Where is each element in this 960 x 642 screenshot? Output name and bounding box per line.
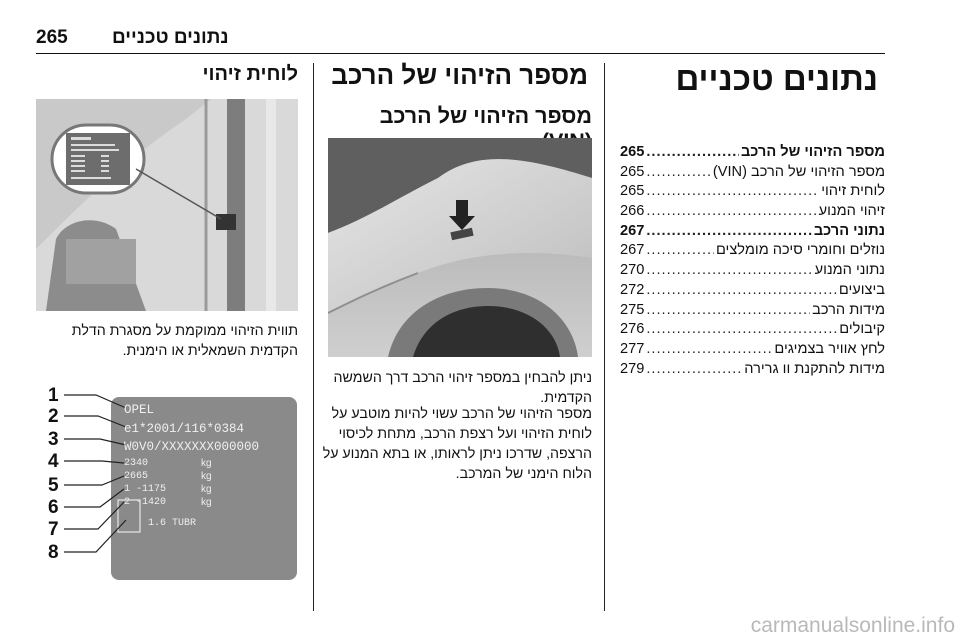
toc-item-page: 272 (620, 281, 645, 298)
toc-item[interactable] (620, 320, 885, 340)
plate-line: 1.6 TUBR (148, 518, 197, 529)
toc-item[interactable] (620, 143, 885, 163)
toc-item-page: 267 (620, 242, 645, 259)
toc-leader-dots (646, 182, 819, 202)
toc-item[interactable] (620, 340, 885, 360)
table-of-contents (620, 143, 885, 379)
plate-unit: kg (201, 458, 212, 469)
vin-body: מספר הזיהוי של הרכב עשוי להיות מוטבע על לוחית הזיהוי ועל רצפת הרכב, מתחת לכיסוי הרצפה, שדרכו ניתן לראותו, או בתא המנוע על הלוח הימני של המרכב. (322, 406, 592, 482)
toc-item-label: לחץ אוויר בצמיגים (774, 340, 885, 357)
callout-number: 7 (48, 519, 59, 540)
plate-unit: kg (201, 471, 212, 482)
toc-item-label: מידות הרכב (812, 301, 885, 318)
toc-item-label: נתוני המנוע (814, 262, 885, 279)
callout-number: 5 (48, 475, 59, 496)
toc-item[interactable] (620, 202, 885, 222)
door-frame-photo (36, 99, 298, 311)
plate-line: W0V0/XXXXXXX000000 (124, 440, 260, 454)
toc-leader-dots (646, 360, 742, 380)
plate-line: 1 -1175 (124, 484, 167, 495)
callout-number: 1 (48, 385, 59, 406)
toc-item-label: לוחית זיהוי (821, 183, 885, 200)
toc-item-label: מידות להתקנת וו גרירה (744, 360, 885, 377)
callout-number: 8 (48, 542, 59, 563)
plate-unit: kg (201, 497, 212, 508)
plate-line: 2 -1420 (124, 497, 167, 508)
vin-windshield-photo (328, 138, 592, 357)
toc-leader-dots (646, 261, 812, 281)
toc-item[interactable] (620, 222, 885, 242)
header-rule (36, 53, 885, 54)
vin-caption: ניתן להבחין במספר זיהוי הרכב דרך השמשה הקדמית. (333, 370, 592, 406)
vin-subheading: מספר הזיהוי של הרכב (379, 104, 592, 128)
callout-number: 4 (48, 451, 59, 472)
toc-item-page: 275 (620, 301, 645, 318)
plate-line: e1*2001/116*0384 (124, 422, 245, 436)
watermark: carmanualsonline.info (750, 614, 955, 637)
toc-item-label: נוזלים וחומרי סיכה מומלצים (715, 242, 885, 259)
toc-leader-dots (646, 301, 810, 321)
toc-leader-dots (646, 163, 711, 183)
toc-item-label: ביצועים (838, 281, 885, 298)
page-number: 265 (36, 27, 68, 48)
toc-item-page: 277 (620, 340, 645, 357)
toc-item-label: זיהוי המנוע (818, 203, 885, 220)
toc-title: נתונים טכניים (675, 60, 878, 97)
callout-number: 3 (48, 429, 59, 450)
toc-item[interactable] (620, 163, 885, 183)
plate-line: 2340 (124, 458, 149, 469)
callout-number: 6 (48, 497, 59, 518)
column-divider-right (604, 63, 605, 611)
toc-item-label: קיבולים (839, 321, 885, 338)
toc-item[interactable] (620, 281, 885, 301)
toc-item-page: 267 (620, 222, 645, 239)
toc-leader-dots (646, 143, 739, 163)
toc-leader-dots (646, 241, 714, 261)
toc-item-label: נתוני הרכב (813, 222, 885, 239)
toc-item-label: מספר הזיהוי של הרכב (VIN) (712, 163, 885, 180)
vin-heading: מספר הזיהוי של הרכב (331, 60, 588, 90)
toc-item[interactable] (620, 261, 885, 281)
plate-caption: תווית הזיהוי ממוקמת על מסגרת הדלת הקדמית השמאלית או הימנית. (71, 323, 298, 359)
toc-item-page: 265 (620, 144, 645, 160)
toc-item-page: 270 (620, 262, 645, 279)
toc-item[interactable] (620, 301, 885, 321)
toc-item[interactable] (620, 360, 885, 380)
callout-number: 2 (48, 406, 59, 427)
plate-line: OPEL (124, 403, 155, 417)
plate-line: 2665 (124, 471, 149, 482)
toc-item-label: מספר הזיהוי של הרכב (740, 144, 885, 160)
toc-leader-dots (646, 320, 837, 340)
id-plate-diagram (36, 370, 298, 580)
toc-leader-dots (646, 281, 836, 301)
toc-item[interactable] (620, 182, 885, 202)
toc-item-page: 265 (620, 183, 645, 200)
toc-item-page: 266 (620, 203, 645, 220)
toc-leader-dots (646, 340, 772, 360)
toc-item-page: 265 (620, 163, 645, 180)
toc-item-page: 276 (620, 321, 645, 338)
toc-item[interactable] (620, 241, 885, 261)
toc-leader-dots (646, 222, 811, 242)
toc-leader-dots (646, 202, 816, 222)
column-divider-left (313, 63, 314, 611)
toc-item-page: 279 (620, 360, 645, 377)
plate-unit: kg (201, 484, 212, 495)
running-head: נתונים טכניים (112, 27, 229, 48)
plate-heading: לוחית זיהוי (202, 63, 298, 85)
